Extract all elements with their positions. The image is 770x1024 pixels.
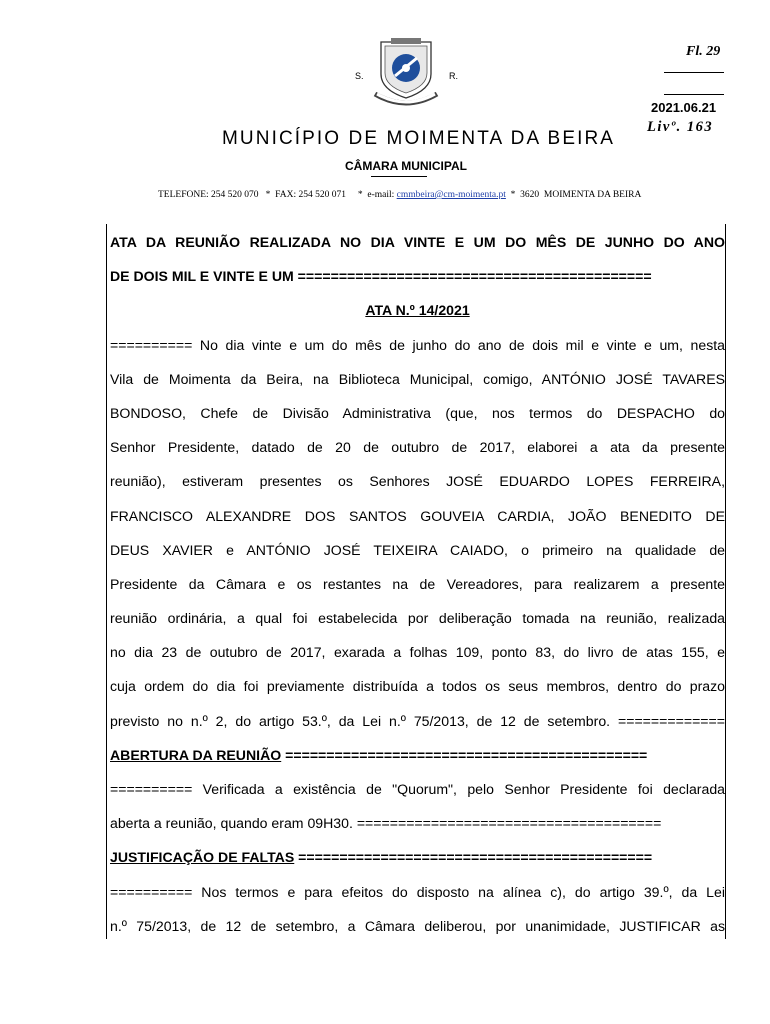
paragraph-line: ========== No dia vinte e um do mês de junho do ano de dois mil e vinte e um, nesta (110, 336, 725, 353)
left-margin-line (106, 224, 107, 939)
paragraph-line: ========== Verificada a existência de "Quorum", pelo Senhor Presidente foi declarada (110, 781, 725, 797)
municipal-crest-icon (371, 38, 441, 108)
minutes-heading-line1: ATA DA REUNIÃO REALIZADA NO DIA VINTE E UM DO MÊS DE JUNHO DO ANO (110, 234, 725, 250)
paragraph-line: reunião), estiveram presentes os Senhores JOSÉ EDUARDO LOPES FERREIRA, (110, 473, 725, 490)
paragraph-line: FRANCISCO ALEXANDRE DOS SANTOS GOUVEIA CARDIA, JOÃO BENEDITO DE (110, 507, 725, 524)
folio-number: Fl. 29 (686, 44, 721, 59)
document-date: 2021.06.21 (651, 100, 717, 115)
crest-letter-left: S. (355, 71, 364, 81)
paragraph-line: cuja ordem do dia foi previamente distribuída a todos os seus membros, dentro do prazo (110, 678, 725, 695)
contact-suffix: * 3620 MOIMENTA DA BEIRA (505, 190, 642, 200)
paragraph-line: no dia 23 de outubro de 2017, exarada a folhas 109, ponto 83, do livro de atas 155, e (110, 644, 725, 661)
minutes-body (110, 225, 725, 943)
right-margin-line (725, 224, 726, 939)
section-heading-opening: ABERTURA DA REUNIÃO ============================================ (110, 746, 648, 763)
section-heading-absences: JUSTIFICAÇÃO DE FALTAS =========================================== (110, 849, 653, 866)
book-number: Livº. 163 (647, 119, 714, 135)
divider (371, 176, 427, 177)
divider (664, 72, 724, 73)
paragraph-line: reunião ordinária, a qual foi estabelecida por deliberação tomada na reunião, realizada (110, 610, 725, 627)
paragraph-line: Presidente da Câmara e os restantes na de Vereadores, para realizarem a presente (110, 575, 725, 592)
divider (664, 94, 724, 95)
contact-prefix: TELEFONE: 254 520 070 * FAX: 254 520 071 * e-mail: (158, 190, 397, 200)
paragraph-line: previsto no n.º 2, do artigo 53.º, da Lei n.º 75/2013, de 12 de setembro. ============= (110, 712, 725, 729)
paragraph-line: ========== Nos termos e para efeitos do disposto na alínea c), do artigo 39.º, da Lei (110, 883, 725, 900)
paragraph-line: Senhor Presidente, datado de 20 de outubro de 2017, elaborei a ata da presente (110, 439, 725, 456)
crest-letter-right: R. (449, 71, 458, 81)
paragraph-line: Vila de Moimenta da Beira, na Biblioteca Municipal, comigo, ANTÓNIO JOSÉ TAVARES (110, 370, 725, 387)
municipality-title: MUNICÍPIO DE MOIMENTA DA BEIRA (222, 128, 616, 149)
email-link[interactable]: cmmbeira@cm-moimenta.pt (396, 190, 506, 200)
paragraph-line: n.º 75/2013, de 12 de setembro, a Câmara deliberou, por unanimidade, JUSTIFICAR as (110, 917, 725, 934)
council-title: CÂMARA MUNICIPAL (345, 159, 467, 173)
ata-number: ATA N.º 14/2021 (365, 302, 470, 319)
paragraph-line: BONDOSO, Chefe de Divisão Administrativa (que, nos termos do DESPACHO do (110, 404, 725, 421)
minutes-heading-line2: DE DOIS MIL E VINTE E UM =========================================== (110, 268, 652, 285)
contact-line (158, 190, 641, 200)
paragraph-line: DEUS XAVIER e ANTÓNIO JOSÉ TEIXEIRA CAIADO, o primeiro na qualidade de (110, 541, 725, 558)
paragraph-line: aberta a reunião, quando eram 09H30. ===================================== (110, 815, 662, 832)
